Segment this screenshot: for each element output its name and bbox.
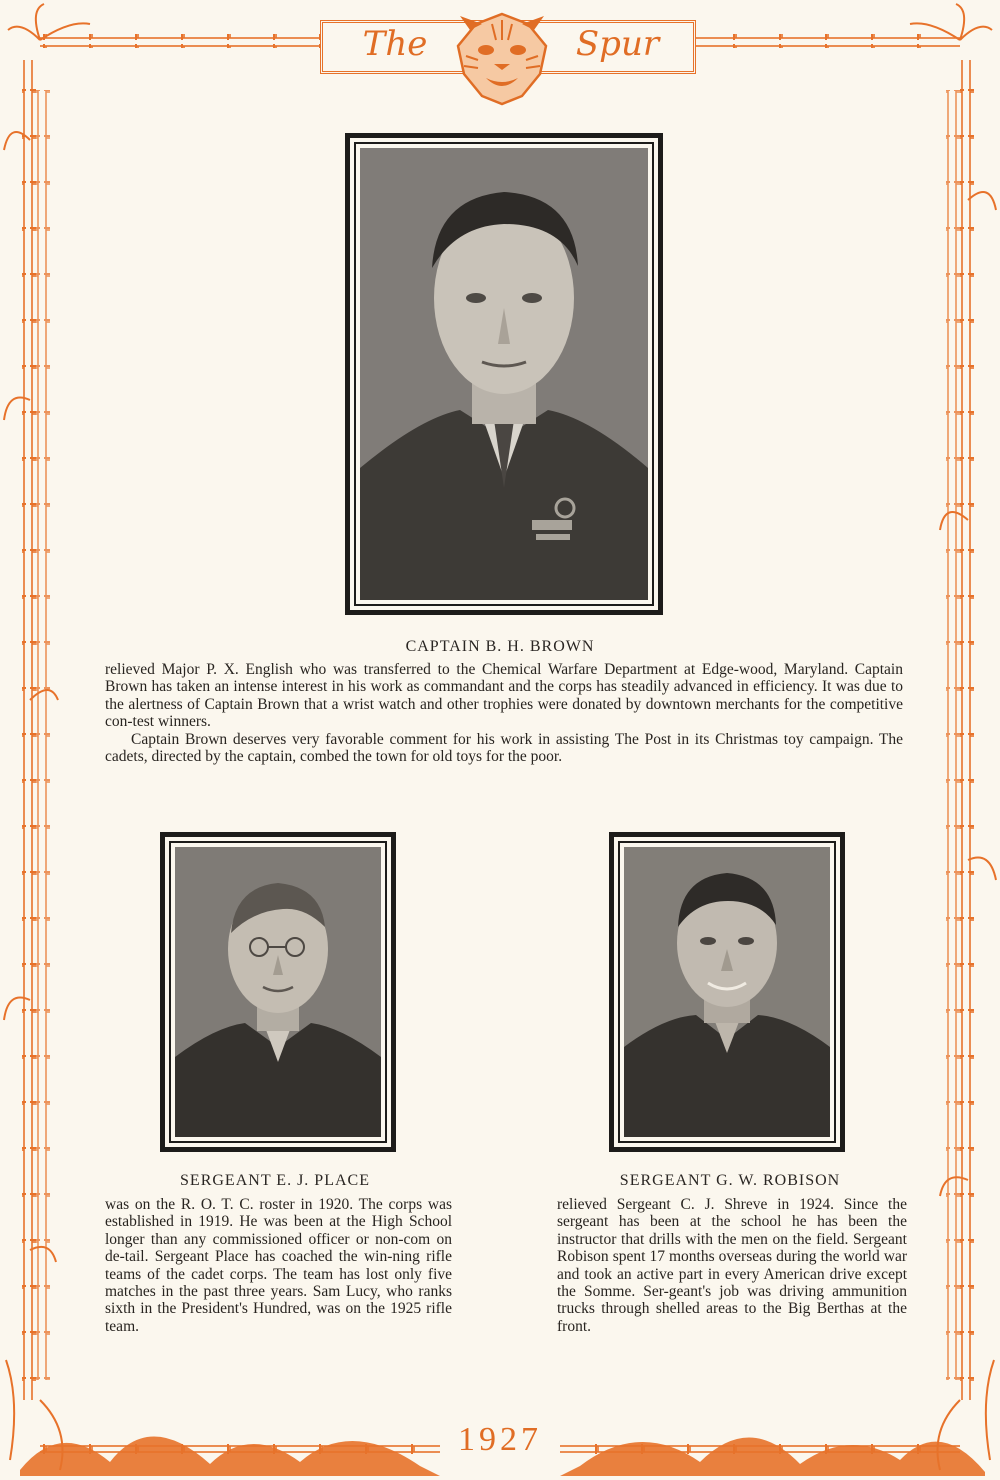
portrait-image: [175, 847, 381, 1137]
portrait-image: [624, 847, 830, 1137]
photo-sergeant-place: [160, 832, 396, 1152]
caption-sergeant-place: SERGEANT E. J. PLACE: [180, 1172, 370, 1189]
bio-paragraph: relieved Sergeant C. J. Shreve in 1924. Since the sergeant has been at the school he has been the instructor that drills with the men on the field. Sergeant Robison spent 17 months overseas during the world war and took an active part in every American drive except the Somme. Ser-geant's job was driving ammunition trucks through shelled areas to the Big Berthas at the front.: [557, 1196, 907, 1335]
title-word-spur: Spur: [575, 24, 660, 64]
bio-sergeant-robison: [557, 1196, 907, 1335]
bio-paragraph: Captain Brown deserves very favorable comment for his work in assisting The Post in its Christmas toy campaign. The cadets, directed by the captain, combed the town for old toys for the poor.: [105, 730, 903, 766]
bio-sergeant-place: [105, 1196, 452, 1335]
photo-captain-brown: [345, 133, 663, 615]
tiger-head-icon: [448, 10, 556, 106]
bio-paragraph: was on the R. O. T. C. roster in 1920. The corps was established in 1919. He was been at the High School longer than any commissioned officer or non-com on de-tail. Sergeant Place has coached the win-ning rifle teams of the cadet corps. The team has lost only five matches in the past three years. Sam Lucy, who ranks sixth in the President's Hundred, was on the 1925 rifle team.: [105, 1196, 452, 1335]
bio-paragraph: relieved Major P. X. English who was transferred to the Chemical Warfare Department at Edge-wood, Maryland. Captain Brown has taken an intense interest in his work as commandant and the corps has steadily advanced in efficiency. It was due to the alertness of Captain Brown that a wrist watch and other trophies were donated by downtown merchants for the competitive con-test winners.: [105, 661, 903, 731]
title-word-the: The: [362, 24, 428, 64]
caption-captain-brown: CAPTAIN B. H. BROWN: [405, 638, 595, 655]
photo-sergeant-robison: [609, 832, 845, 1152]
caption-sergeant-robison: SERGEANT G. W. ROBISON: [619, 1172, 841, 1189]
yearbook-year: 1927: [440, 1420, 560, 1460]
portrait-image: [360, 148, 648, 600]
bio-captain-brown: [105, 661, 903, 765]
